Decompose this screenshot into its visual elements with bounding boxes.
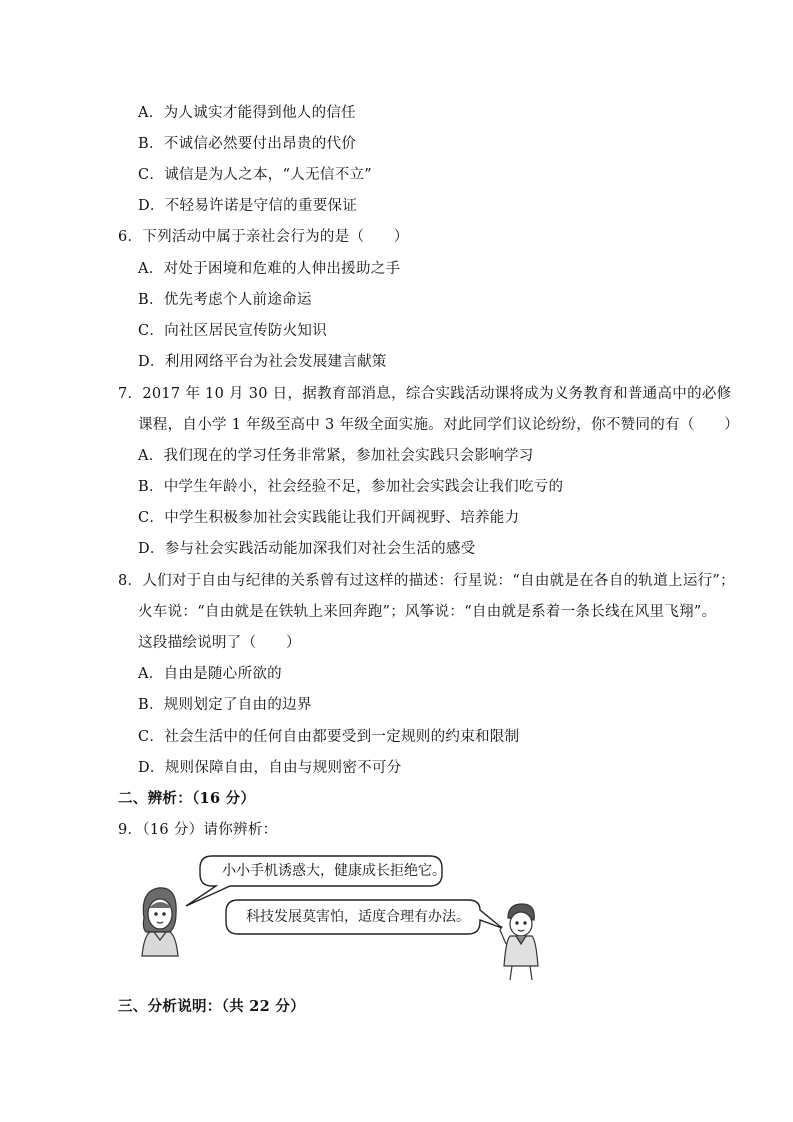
q6-option-c: C．向社区居民宣传防火知识 [138,323,327,339]
q7-stem-line2: 课程，自小学 1 年级至高中 3 年级全面实施。对此同学们议论纷纷，你不赞同的有（ ） [138,417,740,433]
q7-option-a: A．我们现在的学习任务非常紧，参加社会实践只会影响学习 [138,448,534,464]
q8-option-c: C．社会生活中的任何自由都要受到一定规则的约束和限制 [138,729,520,745]
q6-stem: 6．下列活动中属于亲社会行为的是（ ） [118,229,409,245]
q7-stem-line1: 7．2017 年 10 月 30 日，据教育部消息，综合实践活动课将成为义务教育和普通高中的必修 [118,386,732,402]
q8-option-a: A．自由是随心所欲的 [138,666,282,682]
q6-option-d: D．利用网络平台为社会发展建言献策 [138,354,387,370]
boy-figure [500,904,538,980]
bubble-2-text: 科技发展莫害怕，适度合理有办法。 [246,909,470,925]
q8-stem-line1: 8．人们对于自由与纪律的关系曾有过这样的描述：行星说：“自由就是在各自的轨道上运行”； [118,573,735,589]
q7-option-c: C．中学生积极参加社会实践能让我们开阔视野、培养能力 [138,510,520,526]
girl-figure [142,888,178,956]
q5-option-d: D．不轻易许诺是守信的重要保证 [138,198,358,214]
q5-option-b: B．不诚信必然要付出昂贵的代价 [138,136,357,152]
q6-option-b: B．优先考虑个人前途命运 [138,292,312,308]
q8-stem-line3: 这段描绘说明了（ ） [138,635,301,651]
q8-stem-line2: 火车说：“自由就是在铁轨上来回奔跑”；风筝说：“自由就是系着一条长线在风里飞翔”。 [138,604,717,620]
q9-stem: 9．（16 分）请你辨析： [118,822,278,838]
q7-option-d: D．参与社会实践活动能加深我们对社会生活的感受 [138,541,476,557]
q8-option-d: D．规则保障自由，自由与规则密不可分 [138,760,402,776]
dialogue-illustration [130,848,550,988]
q7-option-b: B．中学生年龄小，社会经验不足，参加社会实践会让我们吃亏的 [138,479,564,495]
q5-option-a: A．为人诚实才能得到他人的信任 [138,105,356,121]
q8-option-b: B．规则划定了自由的边界 [138,697,312,713]
section-2-heading: 二、辨析：（16 分） [118,790,256,807]
bubble-1-text: 小小手机诱惑大，健康成长拒绝它。 [222,863,446,879]
q5-option-c: C．诚信是为人之本，“人无信不立” [138,167,373,183]
q6-option-a: A．对处于困境和危难的人伸出援助之手 [138,261,401,277]
section-3-heading: 三、分析说明：（共 22 分） [118,998,306,1015]
